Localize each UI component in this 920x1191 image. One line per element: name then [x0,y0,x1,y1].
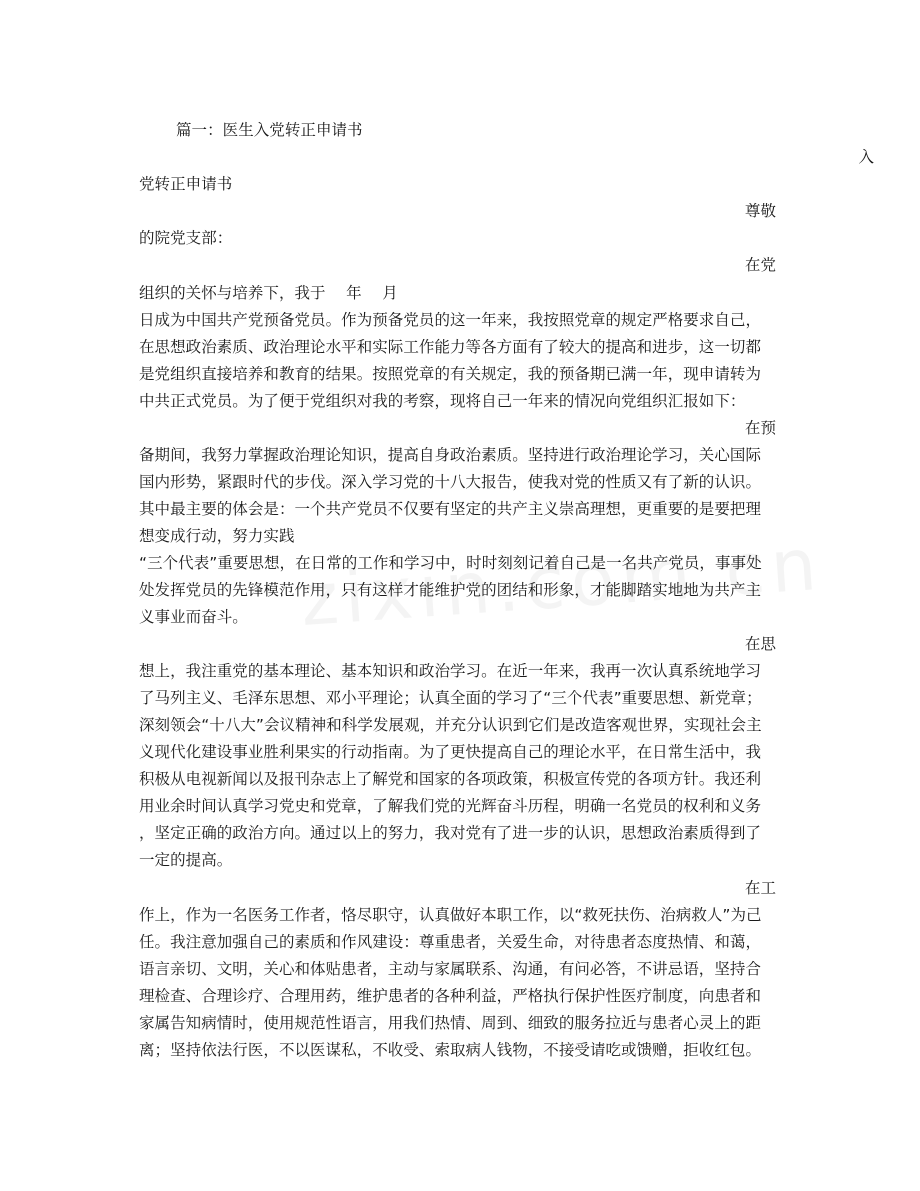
text-line: 想变成行动，努力实践 [139,527,295,545]
text-line: 其中最主要的体会是：一个共产党员不仅要有坚定的共产主义崇高理想，更重要的是要把理 [139,500,762,518]
text-fragment: 尊敬 [744,202,776,220]
text-fragment: 在党 [744,256,776,274]
text-line: 是党组织直接培养和教育的结果。按照党章的有关规定，我的预备期已满一年，现申请转为 [139,365,762,383]
text-line: 党转正申请书 [139,175,233,193]
text-line: 国内形势，紧跟时代的步伐。深入学习党的十八大报告，使我对党的性质又有了新的认识。 [139,473,762,491]
text-line: 深刻领会“十八大”会议精神和科学发展观，并充分认识到它们是改造客观世界，实现社会主 [139,716,762,734]
text-fragment: 在思 [744,635,776,653]
text-line: 义事业而奋斗。 [139,608,248,626]
text-line: 处发挥党员的先锋模范作用，只有这样才能维护党的团结和形象，才能脚踏实地地为共产主 [139,581,762,599]
text-line: 用业余时间认真学习党史和党章，了解我们党的光辉奋斗历程，明确一名党员的权利和义务 [139,797,762,815]
text-line: 备期间，我努力掌握政治理论知识，提高自身政治素质。坚持进行政治理论学习，关心国际 [139,446,762,464]
text-line: 一定的提高。 [139,851,233,869]
text-line: 义现代化建设事业胜利果实的行动指南。为了更快提高自己的理论水平，在日常生活中，我 [139,743,762,761]
text-line: 离；坚持依法行医，不以医谋私，不收受、索取病人钱物，不接受请吃或馈赠，拒收红包。 [139,1041,762,1059]
text-line: 任。我注意加强自己的素质和作风建设：尊重患者，关爱生命，对待患者态度热情、和蔼， [139,933,762,951]
text-line: 家属告知病情时，使用规范性语言，用我们热情、周到、细致的服务拉近与患者心灵上的距 [139,1014,762,1032]
text-fragment: 在工 [744,879,776,897]
text-line: 积极从电视新闻以及报刊杂志上了解党和国家的各项政策，积极宣传党的各项方针。我还利 [139,770,762,788]
text-line: 中共正式党员。为了便于党组织对我的考察，现将自己一年来的情况向党组织汇报如下： [139,392,746,410]
text-line: 日成为中国共产党预备党员。作为预备党员的这一年来，我按照党章的规定严格要求自己， [139,311,762,329]
text-line: ，坚定正确的政治方向。通过以上的努力，我对党有了进一步的认识，思想政治素质得到了 [139,824,762,842]
text-line: 语言亲切、文明，关心和体贴患者，主动与家属联系、沟通，有问必答，不讲忌语，坚持合 [139,960,762,978]
text-line: 了马列主义、毛泽东思想、邓小平理论；认真全面的学习了“三个代表”重要思想、新党章； [139,689,762,707]
document-title: 篇一：医生入党转正申请书 [176,121,363,139]
text-fragment: 在预 [744,419,776,437]
salutation: 的院党支部： [139,229,233,247]
text-line: 组织的关怀与培养下，我于 年 月 [139,284,398,302]
text-line: 想上，我注重党的基本理论、基本知识和政治学习。在近一年来，我再一次认真系统地学习 [139,662,762,680]
text-line: 理检查、合理诊疗、合理用药，维护患者的各种利益，严格执行保护性医疗制度，向患者和 [139,987,762,1005]
text-fragment: 入 [858,148,874,166]
text-line: “三个代表”重要思想，在日常的工作和学习中，时时刻刻记着自己是一名共产党员，事事处 [139,554,762,572]
text-line: 作上，作为一名医务工作者，恪尽职守，认真做好本职工作，以“救死扶伤、治病救人”为己 [139,906,762,924]
text-line: 在思想政治素质、政治理论水平和实际工作能力等各方面有了较大的提高和进步，这一切都 [139,338,762,356]
